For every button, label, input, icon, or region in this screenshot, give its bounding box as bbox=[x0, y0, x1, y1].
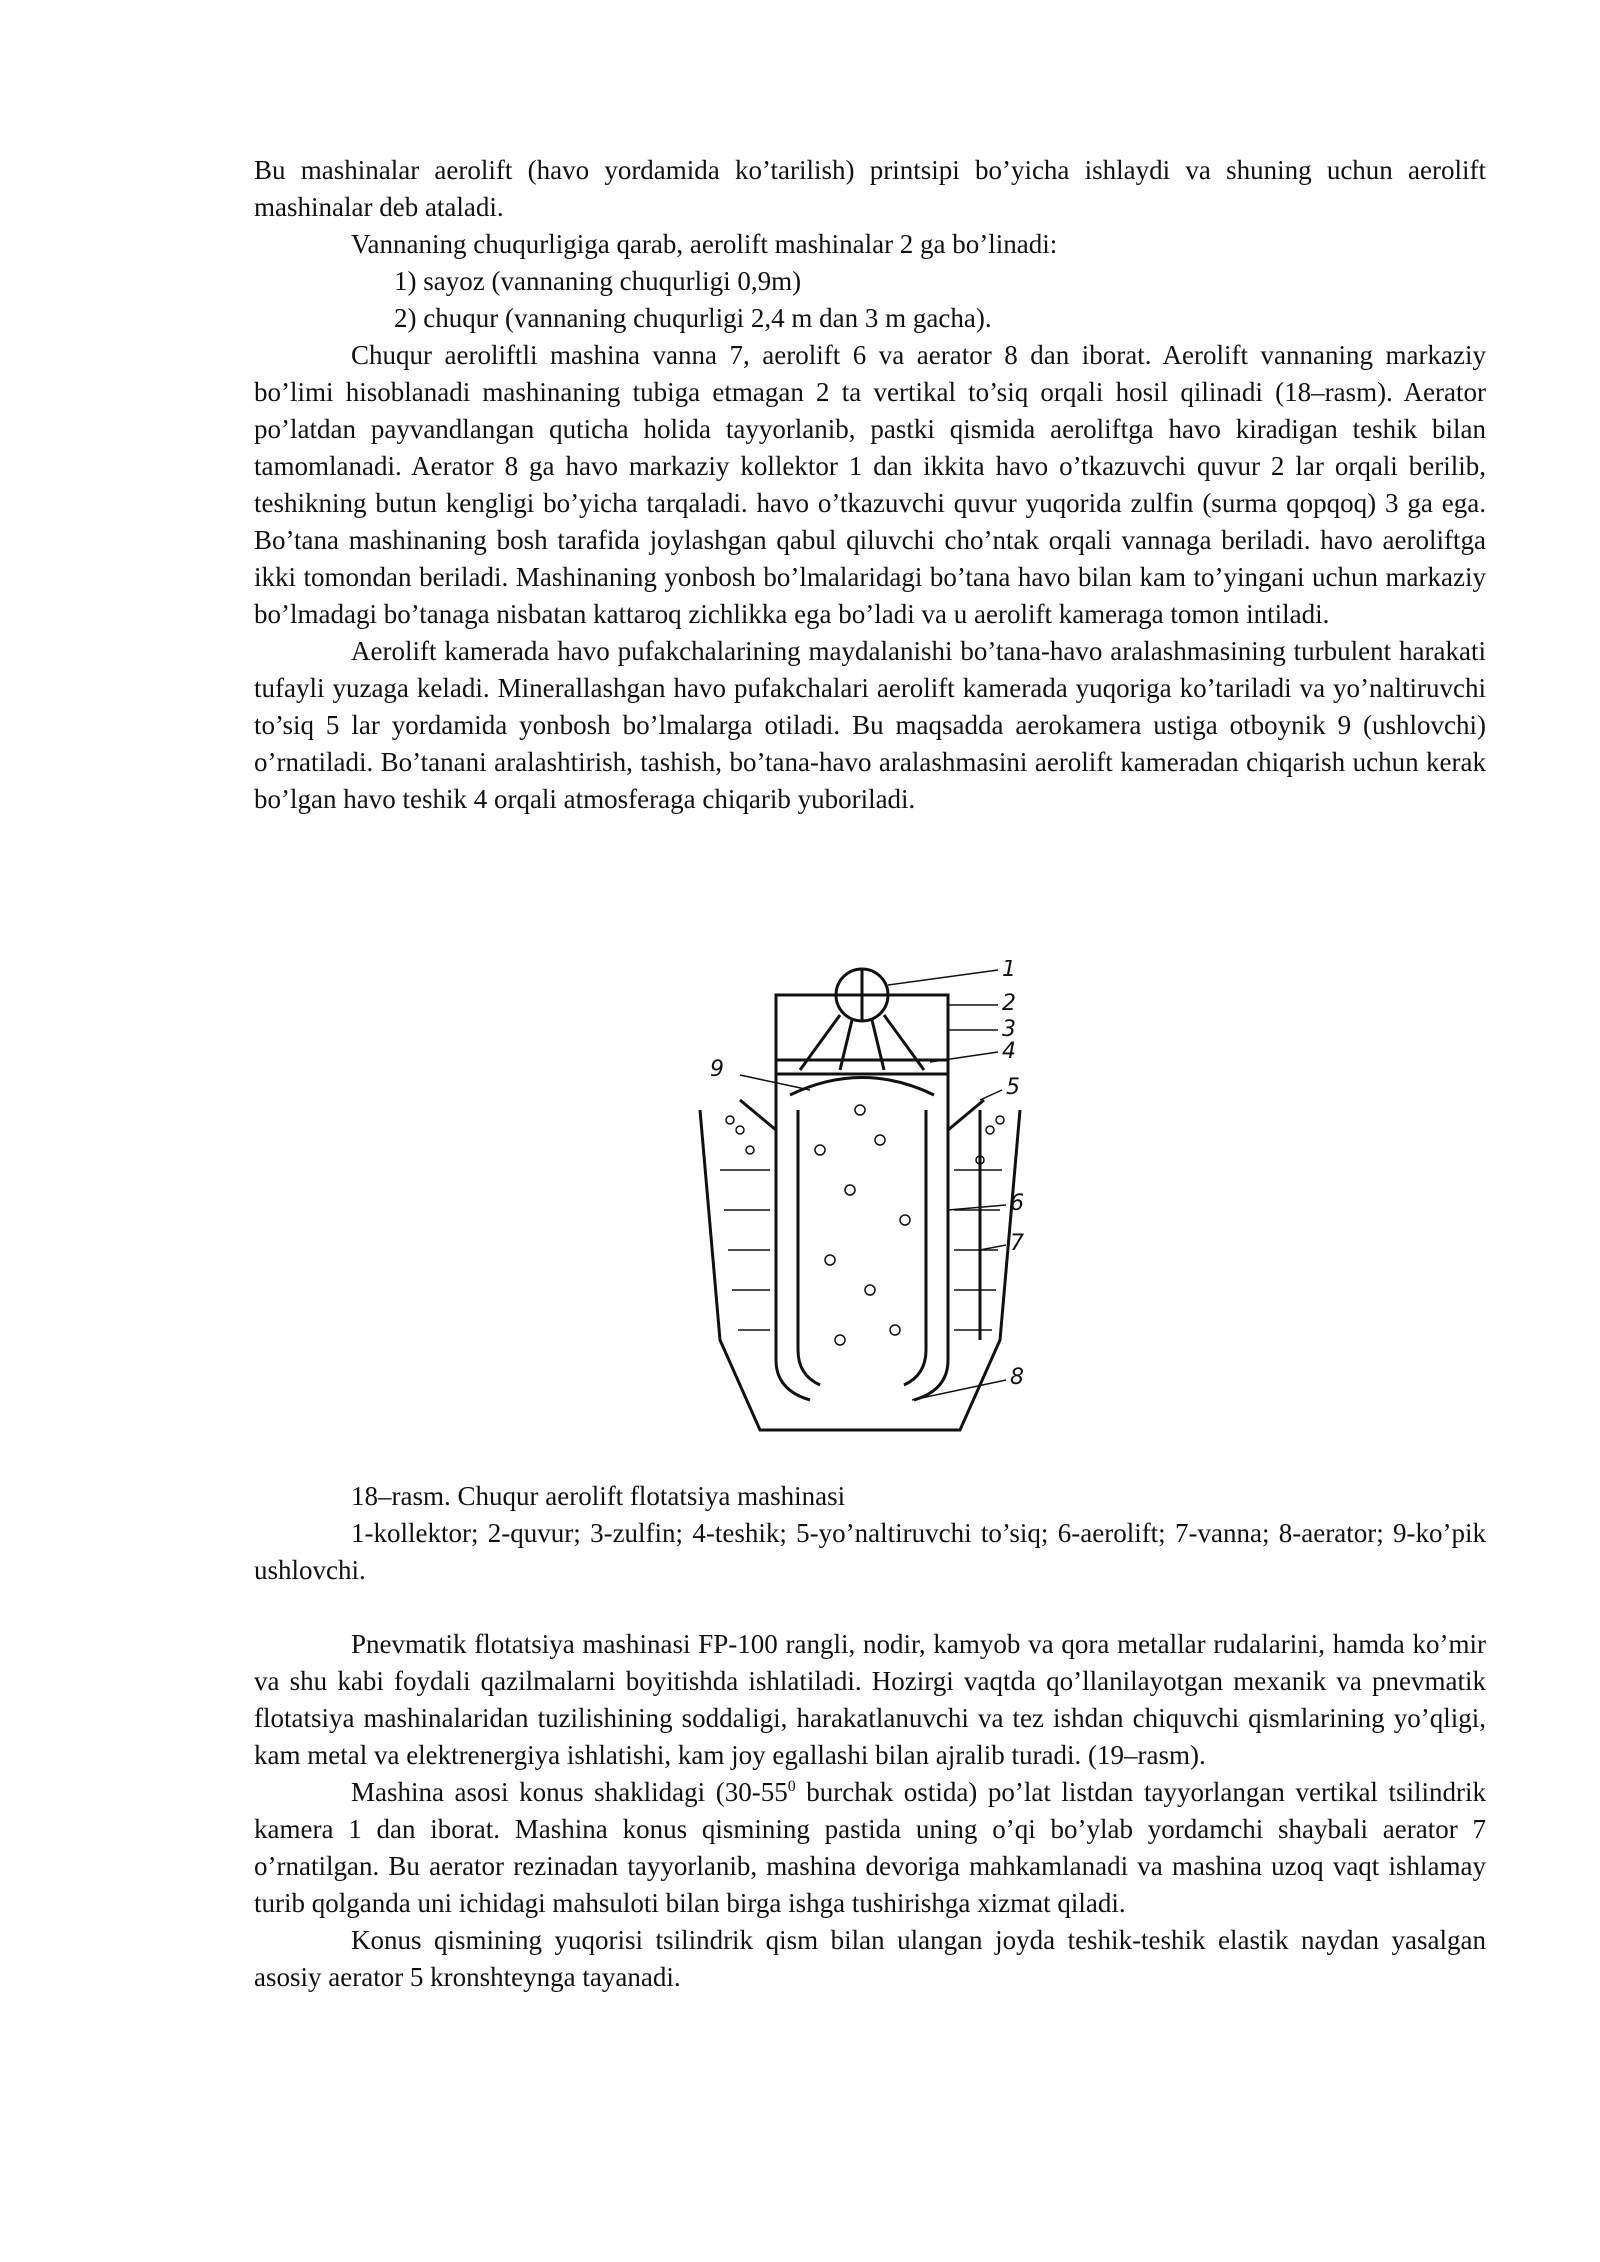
text-span: burchak ostida) po’lat listdan tayyorlangan vertikal tsilindrik kamera 1 dan iborat. Mashina konus qismining pastida uning o’qi bo’ylab yordamchi shaybali aerator 7 o’rnatilgan. Bu aerator rezinadan tayyorlanib, mashina devoriga mahkamlanadi va mashina uzoq vaqt ishlamay turib qolganda uni ichidagi mahsuloti bilan birga ishga tushirishga xizmat qiladi. bbox=[254, 1777, 1486, 1918]
paragraph: Pnevmatik flotatsiya mashinasi FP-100 rangli, nodir, kamyob va qora metallar rudalarini, hamda ko’mir va shu kabi foydali qazilmalarni boyitishda ishlatiladi. Hozirgi vaqtda qo’llanilayotgan mexanik va pnevmatik flotatsiya mashinalaridan tuzilishining soddaligi, harakatlanuvchi va tez ishdan chiquvchi qismlarining yo’qligi, kam metal va elektrenergiya ishlatishi, kam joy egallashi bilan ajralib turadi. (19–rasm). bbox=[254, 1629, 1486, 1770]
inner-partition-right bbox=[904, 1110, 926, 1385]
figure-caption bbox=[254, 1478, 1486, 1589]
paragraph: Bu mashinalar aerolift (havo yordamida ko’tarilish) printsipi bo’yicha ishlaydi va shuning uchun aerolift mashinalar deb ataladi. bbox=[254, 155, 1486, 222]
paragraph bbox=[254, 1774, 1486, 1922]
inner-partition-left bbox=[798, 1110, 820, 1385]
section-pneumatic-text bbox=[254, 1626, 1486, 1996]
foam-catcher bbox=[790, 1078, 934, 1096]
superscript: 0 bbox=[787, 1778, 796, 1795]
list-item: 2) chuqur (vannaning chuqurligi 2,4 m dan 3 m gacha). bbox=[394, 303, 992, 333]
air-pipe-right bbox=[888, 995, 948, 1060]
label-6: 6 bbox=[1010, 1191, 1024, 1216]
air-pipe-left bbox=[776, 995, 836, 1060]
tank-left-wall bbox=[700, 1110, 1020, 1430]
caption-legend: 1-kollektor; 2-quvur; 3-zulfin; 4-teshik; 5-yo’naltiruvchi to’siq; 6-aerolift; 7-vanna; 8-aerator; 9-ko’pik ushlovchi. bbox=[254, 1518, 1486, 1585]
label-2: 2 bbox=[1002, 991, 1016, 1016]
label-3: 3 bbox=[1002, 1017, 1016, 1042]
section-aerolift-text bbox=[254, 152, 1486, 818]
label-9: 9 bbox=[710, 1057, 724, 1082]
label-4: 4 bbox=[1002, 1039, 1016, 1064]
flotation-machine-diagram bbox=[680, 960, 1040, 1460]
paragraph: Chuqur aeroliftli mashina vanna 7, aerolift 6 va aerator 8 dan iborat. Aerolift vannaning markaziy bo’limi hisoblanadi mashinaning tubiga etmagan 2 ta vertikal to’siq orqali hosil qilinadi (18–rasm). Aerator po’latdan payvandlangan quticha holida tayyorlanib, pastki qismida aeroliftga havo kiradigan teshik bilan tamomlanadi. Aerator 8 ga havo markaziy kollektor 1 dan ikkita havo o’tkazuvchi quvur 2 lar orqali berilib, teshikning butun kengligi bo’yicha tarqaladi. havo o’tkazuvchi quvur yuqorida zulfin (surma qopqoq) 3 ga ega. Bo’tana mashinaning bosh tarafida joylashgan qabul qiluvchi cho’ntak orqali vannaga beriladi. havo aeroliftga ikki tomondan beriladi. Mashinaning yonbosh bo’lmalaridagi bo’tana havo bilan kam to’yingani uchun markaziy bo’lmadagi bo’tanaga nisbatan kattaroq zichlikka ega bo’ladi va u aerolift kameraga tomon intiladi. bbox=[254, 340, 1486, 629]
list-item: 1) sayoz (vannaning chuqurligi 0,9m) bbox=[394, 266, 802, 296]
label-7: 7 bbox=[1010, 1231, 1024, 1256]
aerolift-partition-left bbox=[776, 1074, 810, 1400]
paragraph: Aerolift kamerada havo pufakchalarining maydalanishi bo’tana-havo aralashmasining turbulent harakati tufayli yuzaga keladi. Minerallashgan havo pufakchalari aerolift kamerada yuqoriga ko’tariladi va yo’naltiruvchi to’siq 5 lar yordamida yonbosh bo’lmalarga otiladi. Bu maqsadda aerokamera ustiga otboynik 9 (ushlovchi) o’rnatiladi. Bo’tanani aralashtirish, tashish, bo’tana-havo aralashmasini aerolift kameradan chiqarish uchun kerak bo’lgan havo teshik 4 orqali atmosferaga chiqarib yuboriladi. bbox=[254, 636, 1486, 814]
aerolift-partition-right bbox=[914, 1074, 948, 1400]
paragraph: Vannaning chuqurligiga qarab, aerolift mashinalar 2 ga bo’linadi: bbox=[351, 229, 1058, 259]
paragraph: Konus qismining yuqorisi tsilindrik qism bilan ulangan joyda teshik-teshik elastik naydan yasalgan asosiy aerator 5 kronshteynga tayanadi. bbox=[254, 1925, 1486, 1992]
figure-flotation-machine bbox=[680, 960, 1040, 1460]
label-5: 5 bbox=[1006, 1075, 1020, 1100]
text-span: Mashina asosi konus shaklidagi (30-55 bbox=[351, 1777, 788, 1807]
label-1: 1 bbox=[1002, 960, 1016, 982]
caption-title: 18–rasm. Chuqur aerolift flotatsiya mashinasi bbox=[351, 1481, 846, 1511]
label-8: 8 bbox=[1010, 1365, 1024, 1390]
